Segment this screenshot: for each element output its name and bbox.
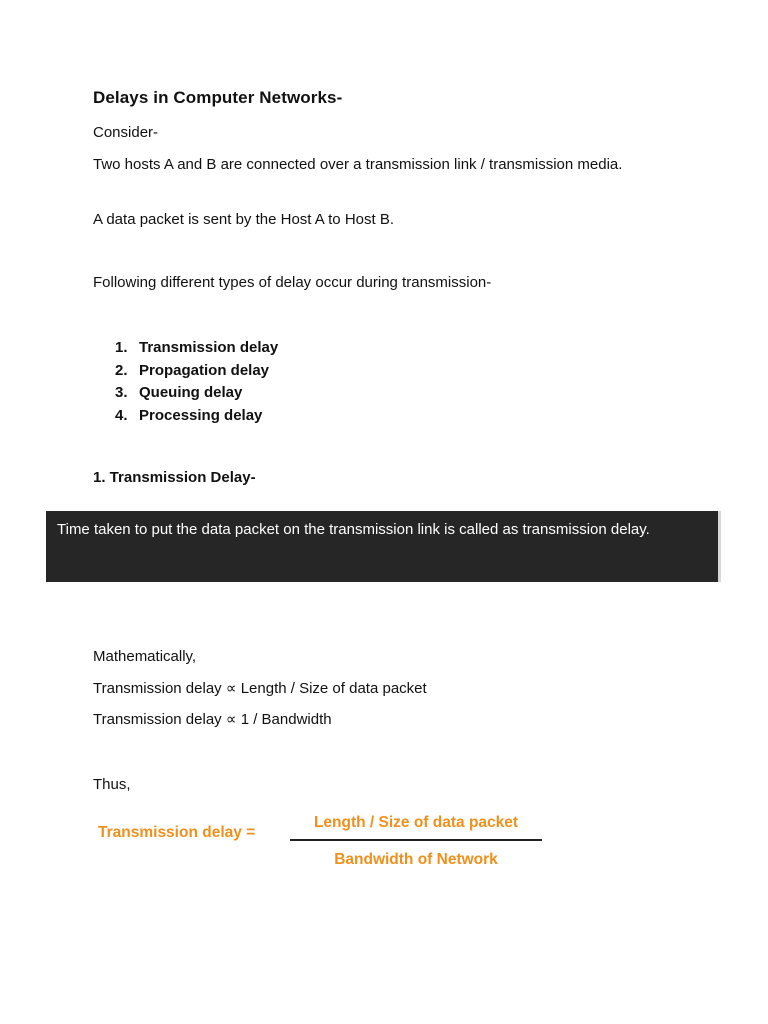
definition-text: Time taken to put the data packet on the transmission link is called as transmission delay. [57,521,650,538]
thus-text: Thus, [93,776,131,793]
list-item-number: 3. [115,384,128,401]
list-item [115,360,278,383]
formula-numerator: Length / Size of data packet [313,814,519,831]
relation-length: Transmission delay ∝ Length / Size of data packet [93,680,427,697]
delay-types-intro: Following different types of delay occur during transmission- [93,274,492,291]
mathematically-text: Mathematically, [93,648,197,665]
list-item-label: Transmission delay [139,339,279,356]
list-item [115,382,278,405]
list-item-label: Propagation delay [139,361,270,379]
list-item [115,337,278,360]
relation-bandwidth: Transmission delay ∝ 1 / Bandwidth [93,711,332,728]
section-heading-transmission-delay: 1. Transmission Delay- [93,469,256,486]
hosts-paragraph: Two hosts A and B are connected over a transmission link / transmission media. [93,156,623,173]
list-item-number: 1. [115,339,128,356]
list-item-label: Queuing delay [139,384,243,401]
list-item [115,405,278,428]
definition-box [46,511,721,582]
delay-types-list [115,337,278,427]
list-item-number: 4. [115,406,128,424]
formula-denominator: Bandwidth of Network [334,851,498,868]
fraction-bar [290,839,542,841]
page-title: Delays in Computer Networks- [93,88,343,107]
list-item-number: 2. [115,361,128,379]
packet-paragraph: A data packet is sent by the Host A to Host B. [93,211,395,228]
list-item-label: Processing delay [139,406,263,424]
formula-lhs: Transmission delay = [98,824,256,841]
consider-text: Consider- [93,124,159,141]
